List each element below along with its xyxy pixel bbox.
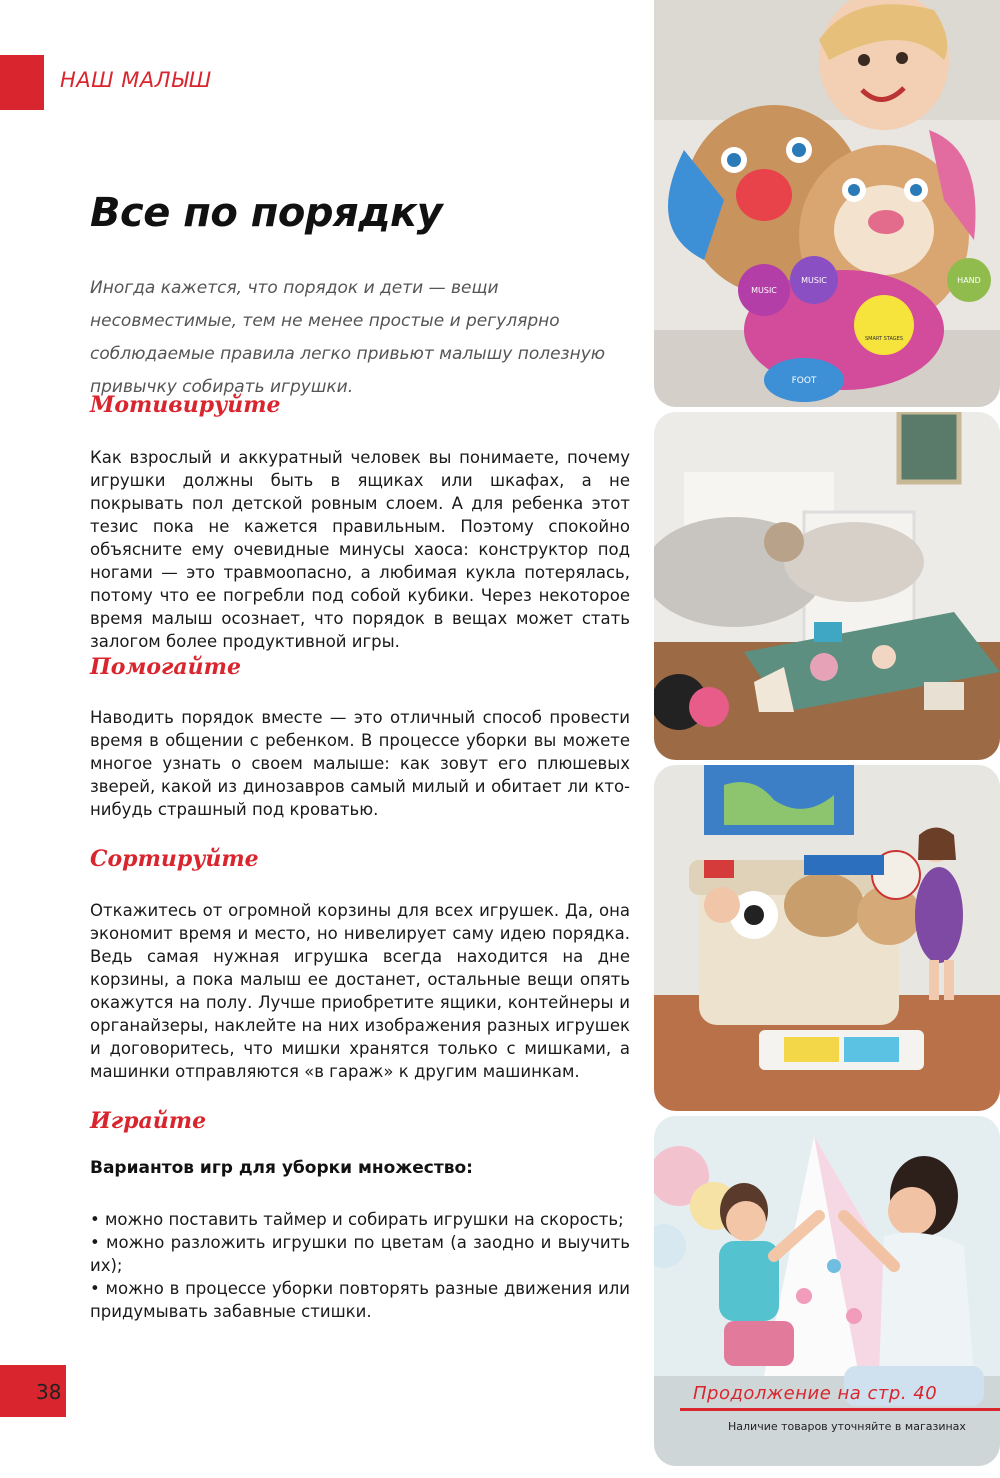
list-item: • можно разложить игрушки по цветам (а заодно и выучить их);	[90, 1233, 630, 1275]
continued-link[interactable]: Продолжение на стр. 40	[693, 1383, 938, 1404]
paragraph-help: Наводить порядок вместе — это отличный способ провести время в общении с ребенком. В процессе уборки вы можете многое узнать о своем малыше: как зовут его плюшевых зверей, какой из динозавров самый милый и обитает ли кто-нибудь страшный под кроватью.	[90, 708, 630, 819]
games-title: Вариантов игр для уборки множество:	[90, 1158, 473, 1178]
games-list	[90, 1208, 630, 1323]
label-smart-stages: SMART STAGES	[864, 336, 904, 342]
paragraph-sort: Откажитесь от огромной корзины для всех игрушек. Да, она экономит время и место, но нивелирует саму идею порядка. Ведь самая нужная игрушка всегда находится на дне корзины, а пока малыш ее достанет, остальные вещи опять окажутся на полу. Лучше приобретите ящики, контейнеры и органайзеры, наклейте на них изображения разных игрушек и договоритесь, что мишки хранятся только с мишками, а машинки отправляются «в гараж» к другим машинкам.	[90, 901, 630, 1081]
label-foot: FOOT	[791, 376, 817, 386]
label-hand: HAND	[957, 276, 981, 285]
heading-sort: Сортируйте	[90, 846, 259, 872]
page-title: Все по порядку	[90, 190, 443, 236]
availability-note: Наличие товаров уточняйте в магазинах	[728, 1420, 966, 1433]
list-item: • можно поставить таймер и собирать игрушки на скорость;	[90, 1210, 624, 1229]
section-tab-marker	[0, 55, 44, 110]
heading-play: Играйте	[90, 1108, 207, 1134]
section-label: НАШ МАЛЫШ	[60, 68, 212, 92]
page-number: 38	[36, 1380, 62, 1404]
heading-motivate: Мотивируйте	[90, 392, 281, 418]
list-item: • можно в процессе уборки повторять разные движения или придумывать забавные стишки.	[90, 1279, 630, 1321]
paragraph-motivate: Как взрослый и аккуратный человек вы понимаете, почему игрушки должны быть в ящиках или шкафах, а не покрывать пол детской ровным слоем. А для ребенка этот тезис пока не кажется правильным. Поэтому спокойно объясните ему очевидные минусы хаоса: конструктор под ногами — это травмоопасно, а любимая кукла потерялась, потому что ее погребли под собой кубики. Через некоторое время малыш осознает, что порядок в вещах может стать залогом более продуктивной игры.	[90, 448, 630, 651]
photo-toddler-with-plush-puppies	[654, 0, 1000, 407]
continued-underline	[680, 1408, 1000, 1411]
heading-help: Помогайте	[90, 654, 241, 680]
label-music: MUSIC	[801, 276, 827, 285]
photo-toy-storage-box	[654, 765, 1000, 1111]
label-music-left: MUSIC	[751, 286, 777, 295]
intro-paragraph: Иногда кажется, что порядок и дети — вещи несовместимые, тем не менее простые и регулярно соблюдаемые правила легко привьют малышу полезную привычку собирать игрушки.	[90, 278, 606, 397]
photo-messy-kids-room	[654, 412, 1000, 760]
photo-mother-daughter-playing	[654, 1116, 1000, 1466]
